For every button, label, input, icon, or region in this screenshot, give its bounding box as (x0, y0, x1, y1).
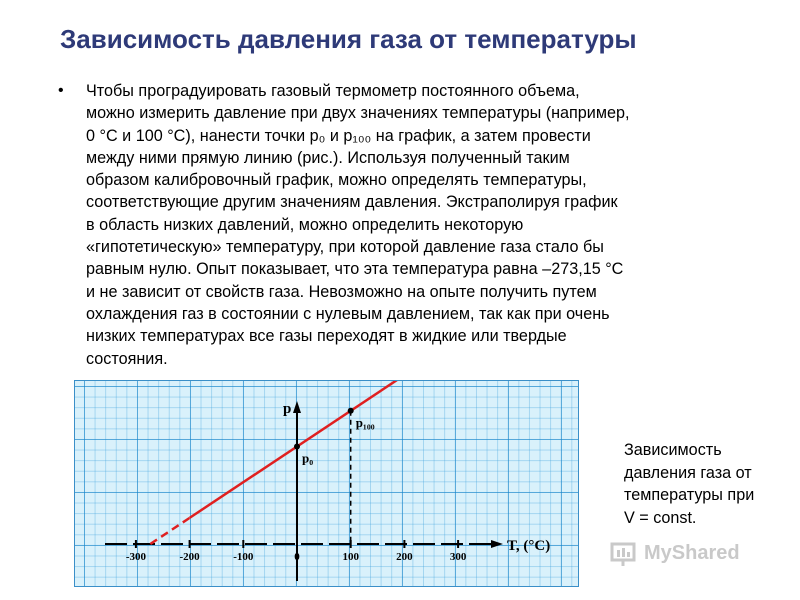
body-line: охлаждения газ в состоянии с нулевым давлением, так как при очень (86, 304, 610, 323)
myshared-logo (610, 538, 740, 568)
logo-text: MyShared (644, 541, 740, 564)
presentation-icon (610, 538, 640, 568)
x-tick-label: -100 (233, 551, 254, 563)
figure-caption (624, 439, 794, 529)
body-line: низких температурах все газы переходят в жидкие или твердые (86, 327, 567, 346)
body-line: можно измерить давление при двух значениях температуры (например, (86, 104, 630, 123)
body-line: и не зависит от свойств газа. Невозможно на опыте получить путем (86, 282, 597, 301)
x-tick-label: 300 (449, 551, 467, 563)
y-axis-label: p (283, 401, 292, 417)
body-line: в область низких давлений, можно определить некоторую (86, 215, 524, 234)
body-text (86, 80, 766, 370)
extrapolation-line (150, 518, 189, 544)
y-axis-arrow (293, 401, 301, 413)
x-tick-label: -300 (125, 551, 146, 563)
caption-line: давления газа от (624, 463, 752, 482)
body-line: состояния. (86, 349, 168, 368)
body-line: между ними прямую линию (рис.). Используя полученный таким (86, 148, 570, 167)
pressure-temperature-graph (74, 380, 579, 587)
data-point (348, 408, 354, 414)
caption-line: температуры при (624, 486, 755, 504)
caption-line: V = const. (624, 508, 697, 527)
body-line: соответствующие другим значениям давления. Экстраполируя график (86, 193, 618, 212)
bullet-icon: • (58, 82, 64, 99)
caption-line: Зависимость (624, 441, 722, 459)
x-axis-arrow (491, 540, 503, 548)
body-line: Чтобы проградуировать газовый термометр постоянного объема, (86, 82, 580, 100)
body-line: образом калибровочный график, можно определять температуры, (86, 171, 587, 190)
x-axis-label: T, (°C) (507, 538, 551, 554)
body-line: 0 °С и 100 °С), нанести точки p₀ и p₁₀₀ на график, а затем провести (86, 126, 591, 145)
x-tick-label: 100 (342, 551, 359, 563)
x-tick-label: 200 (396, 551, 413, 563)
point-label: p₁₀₀ (355, 414, 375, 430)
chart-canvas (75, 381, 578, 586)
calibration-line (190, 381, 426, 518)
point-label: p₀ (302, 450, 314, 466)
data-point (294, 443, 300, 449)
body-line: «гипотетическую» температуру, при которой давление газа стало бы (86, 238, 604, 257)
x-tick-label: -200 (179, 551, 200, 563)
slide-title: Зависимость давления газа от температуры (60, 24, 637, 54)
body-line: равным нулю. Опыт показывает, что эта температура равна –273,15 °С (86, 260, 624, 279)
x-tick-label: 0 (294, 551, 300, 563)
